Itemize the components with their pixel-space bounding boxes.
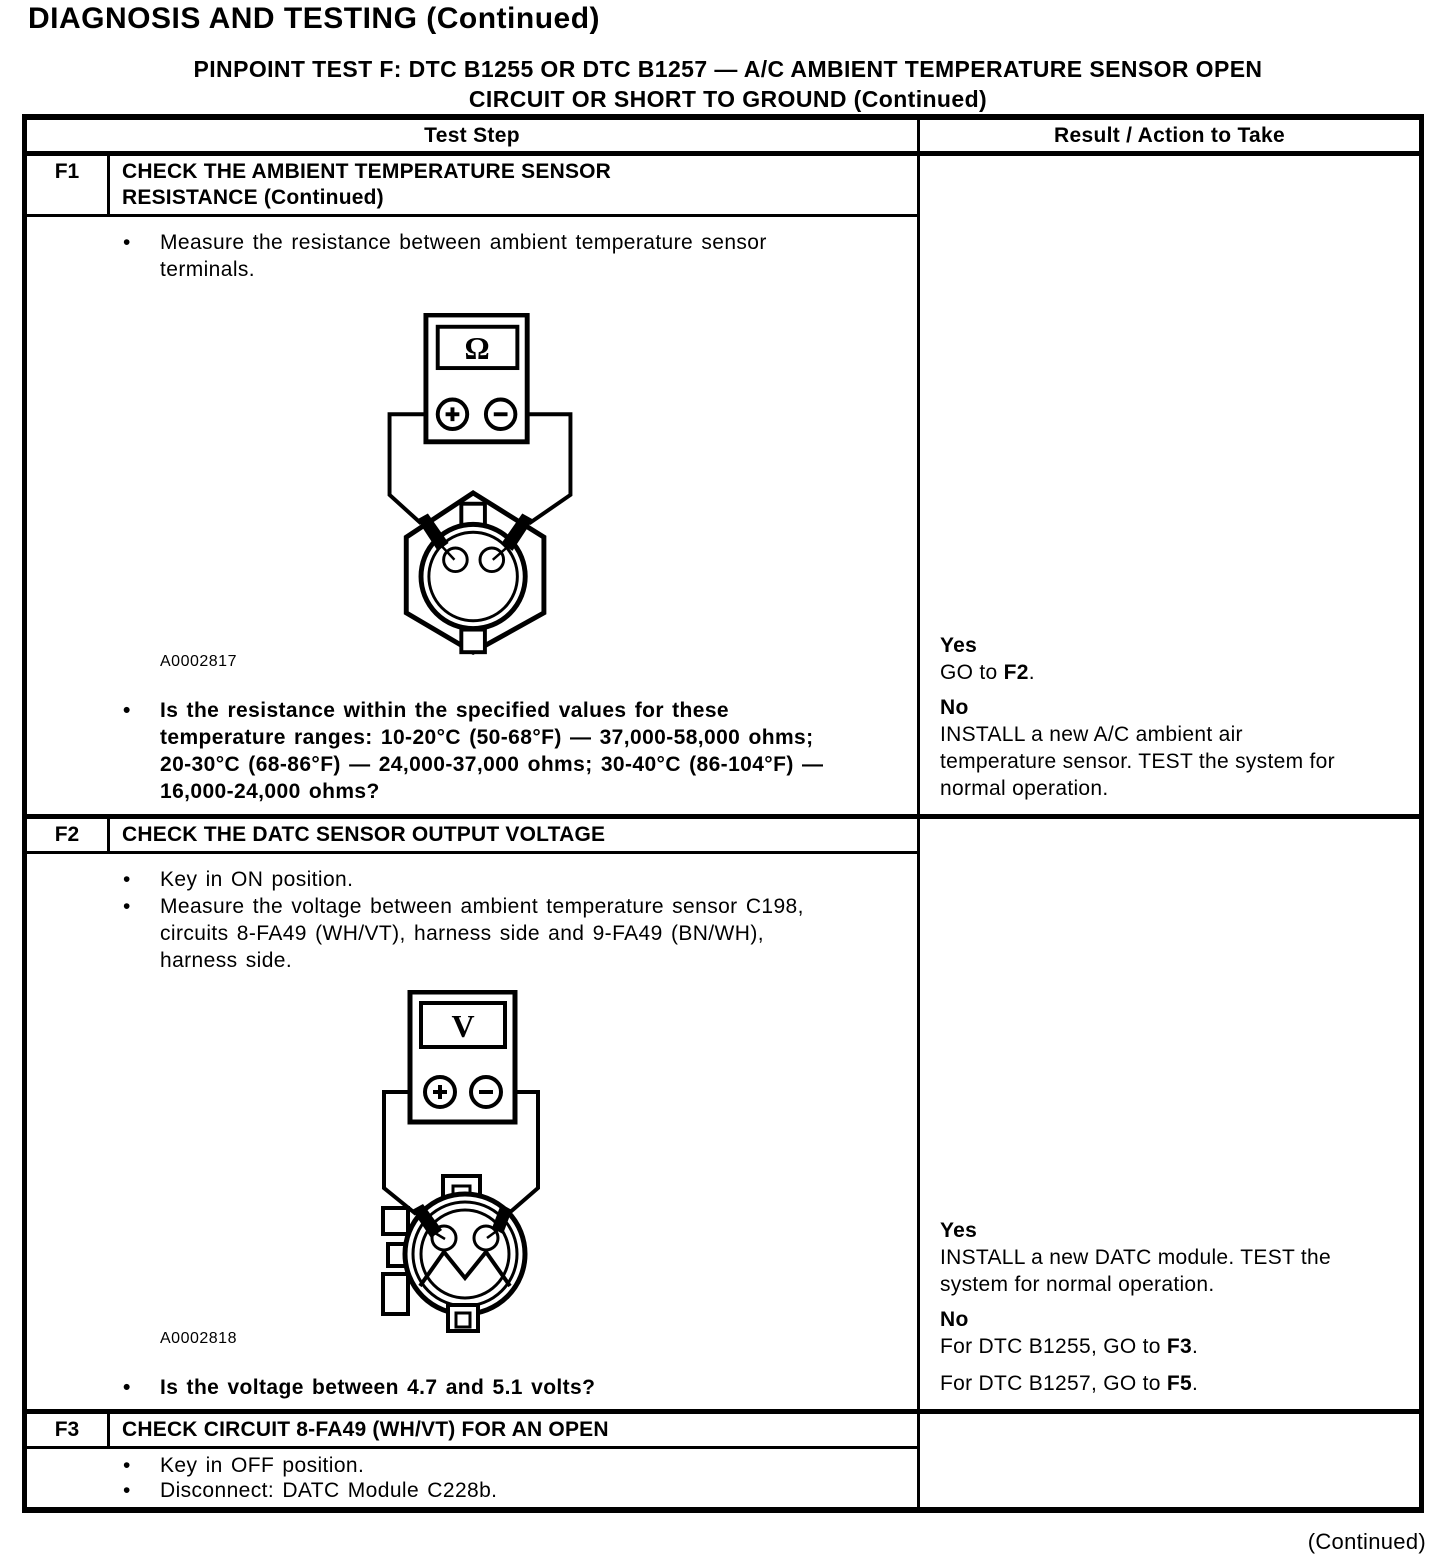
test-step-row-f2 — [27, 814, 1419, 1409]
bullet-icon: • — [123, 1479, 131, 1502]
f1-result-yes-action: GO to F2. — [940, 661, 1035, 684]
f1-result-no-action: INSTALL a new A/C ambient air temperature sensor. TEST the system for normal operation. — [940, 723, 1335, 800]
f2-result-yes-label: Yes — [940, 1219, 978, 1242]
bullet-icon: • — [123, 895, 131, 918]
f2-step-title: CHECK THE DATC SENSOR OUTPUT VOLTAGE — [122, 823, 606, 846]
f1-figure-label: A0002817 — [160, 653, 237, 670]
f2-figure — [380, 990, 580, 1340]
page-title: DIAGNOSIS AND TESTING (Continued) — [28, 2, 601, 35]
f2-result-cell — [917, 819, 1419, 1409]
f2-result-no-label: No — [940, 1308, 969, 1331]
bullet-icon: • — [123, 1376, 131, 1399]
f2-step-body — [27, 854, 917, 1409]
f2-step-id: F2 — [27, 819, 110, 851]
f3-step-body — [27, 1449, 917, 1507]
f3-step-id: F3 — [27, 1414, 110, 1446]
pinpoint-test-table — [22, 114, 1424, 1513]
connector-pin — [474, 1226, 498, 1250]
f1-step-header — [27, 156, 917, 217]
f2-figure-label: A0002818 — [160, 1330, 237, 1347]
f3-bullet-disconnect: • Disconnect: DATC Module C228b. — [123, 1479, 498, 1502]
f1-result-no-label: No — [940, 696, 969, 719]
ohmmeter-sensor-figure — [380, 313, 580, 663]
f1-figure — [380, 313, 580, 663]
minus-terminal-icon — [471, 1077, 501, 1107]
multimeter-voltmeter — [410, 992, 515, 1122]
column-header-test-step: Test Step — [424, 124, 520, 147]
continued-note: (Continued) — [1307, 1529, 1426, 1554]
f2-bullet-measure: • Measure the voltage between ambient temperature sensor C198, circuits 8-FA49 (WH/VT), harness side and 9-FA49 (BN/WH), harness side. — [123, 895, 804, 972]
f2-question: • Is the voltage between 4.7 and 5.1 volts? — [123, 1376, 596, 1399]
f3-step-header — [27, 1414, 917, 1449]
harness-connector — [383, 1176, 525, 1331]
f1-test-step-cell — [27, 156, 917, 814]
table-header-row — [27, 120, 1419, 156]
plus-terminal-icon — [425, 1077, 455, 1107]
f1-question: • Is the resistance within the specified values for these temperature ranges: 10-20°C (50-68°F) — 37,000-58,000 ohms; 20-30°C (68-86°F) — 24,000-37,000 ohms; 30-40°C (86-104°F) — 16,000-24,000 ohms? — [123, 699, 824, 803]
voltmeter-connector-figure — [380, 990, 580, 1340]
bullet-icon: • — [123, 699, 131, 722]
multimeter-ohmmeter — [426, 315, 527, 442]
f1-step-id: F1 — [27, 156, 110, 214]
f2-step-header — [27, 819, 917, 854]
f1-step-title: CHECK THE AMBIENT TEMPERATURE SENSOR RESISTANCE (Continued) — [122, 160, 612, 209]
ohm-symbol: Ω — [464, 331, 490, 367]
bullet-icon: • — [123, 868, 131, 891]
test-step-row-f3 — [27, 1409, 1419, 1507]
subtitle-line-1: PINPOINT TEST F: DTC B1255 OR DTC B1257 — A/C AMBIENT TEMPERATURE SENSOR OPEN — [193, 56, 1263, 82]
column-header-result-action: Result / Action to Take — [917, 120, 1419, 151]
f3-result-cell — [917, 1414, 1419, 1507]
pinpoint-test-subtitle — [0, 54, 1456, 114]
bullet-icon: • — [123, 231, 131, 254]
f1-result-yes-label: Yes — [940, 634, 978, 657]
f2-bullet-key-on: • Key in ON position. — [123, 868, 354, 891]
f2-result-no-action-1: For DTC B1255, GO to F3. — [940, 1335, 1199, 1358]
f1-step-body — [27, 217, 917, 814]
f2-result-yes-action: INSTALL a new DATC module. TEST the system for normal operation. — [940, 1246, 1331, 1296]
f3-test-step-cell — [27, 1414, 917, 1507]
test-step-row-f1 — [27, 156, 1419, 814]
f2-test-step-cell — [27, 819, 917, 1409]
minus-terminal-icon — [486, 400, 515, 429]
bullet-icon: • — [123, 1454, 131, 1477]
f3-bullet-key-off: • Key in OFF position. — [123, 1454, 365, 1477]
f1-bullet-measure: • Measure the resistance between ambient temperature sensor terminals. — [123, 231, 767, 281]
subtitle-line-2: CIRCUIT OR SHORT TO GROUND (Continued) — [468, 86, 988, 112]
volt-symbol: V — [451, 1008, 475, 1044]
f2-result-no-action-2: For DTC B1257, GO to F5. — [940, 1372, 1199, 1395]
f3-step-title: CHECK CIRCUIT 8-FA49 (WH/VT) FOR AN OPEN — [122, 1418, 609, 1441]
f1-result-cell — [917, 156, 1419, 814]
plus-terminal-icon — [438, 400, 467, 429]
sensor-pin — [480, 548, 504, 572]
